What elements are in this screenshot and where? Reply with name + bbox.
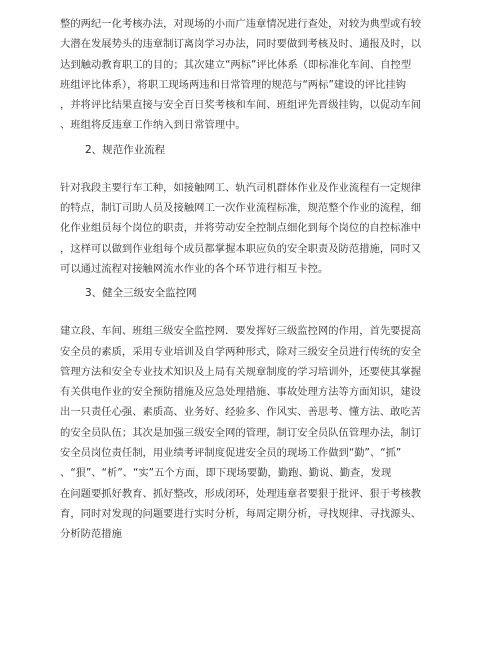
text-line: 化作业组员每个岗位的职责，并将劳动安全控制点细化到每个岗位的自控标准中 — [60, 222, 422, 235]
text-line: 分析防范措施 — [60, 528, 122, 541]
paragraph-3 — [60, 321, 440, 544]
text-line: ，这样可以做到作业组每个成员都掌握本职应负的安全职责及防范措施，同时又 — [60, 242, 422, 255]
section-heading-3: 3、健全三级安全监控网 — [85, 287, 197, 300]
text-line: 管理方法和安全专业技术知识及上局有关规章制度的学习培训外，还要使其掌握 — [60, 365, 422, 378]
text-line: 、班组将反违章工作纳入到日常管理中。 — [60, 119, 246, 132]
text-line: 安全员的素质，采用专业培训及自学两种形式，除对三级安全员进行传统的安全 — [60, 345, 422, 358]
spacer — [60, 160, 440, 178]
section-heading-2: 2、规范作业流程 — [85, 143, 166, 156]
paragraph-1 — [60, 14, 440, 136]
text-line: 达到触动教育职工的目的；其次建立“两标”评比体系（即标准化车间、自控型 — [60, 58, 412, 71]
text-line: ，并将评比结果直接与安全百日奖考核和车间、班组评先晋级挂钩，以促动车间 — [60, 99, 422, 112]
text-line: 可以通过流程对接触网流水作业的各个环节进行相互卡控。 — [60, 262, 329, 275]
text-line: 的安全员队伍；其次是加强三级安全网的管理，制订安全员队伍管理办法，制订 — [60, 426, 422, 439]
text-line: 建立段、车间、班组三级安全监控网．要发挥好三级监控网的作用，首先要提高 — [60, 325, 422, 338]
text-line: 针对我段主要行车工种，如接触网工、轨汽司机群体作业及作业流程有一定规律 — [60, 181, 422, 194]
text-line: 大潜在发展势头的违章制订离岗学习办法，同时要做到考核及时、通报及时，以 — [60, 38, 422, 51]
text-line: 出一只责任心强、素质高、业务好、经验多、作风实、善思考、懂方法、敢吃苦 — [60, 406, 422, 419]
text-line: 有关供电作业的安全预防措施及应急处理措施、事故处理方法等方面知识，建设 — [60, 386, 422, 399]
paragraph-2 — [60, 178, 440, 279]
text-line: 整的两纪一化考核办法，对现场的小而广违章情况进行查处，对较为典型或有较 — [60, 18, 422, 30]
text-line: 的特点，制订司助人员及接触网工一次作业流程标准，规范整个作业的流程，细 — [60, 202, 422, 215]
text-line: 安全员岗位责任制，用业绩考评制度促进安全员的现场工作做到“勤”、“抓” — [60, 447, 402, 460]
spacer — [60, 303, 440, 321]
text-line: 班组评比体系），将职工现场两违和日常管理的规范与“两标”建设的评比挂钩 — [60, 78, 407, 91]
text-line: 、“狠”、“析”、“实”五个方面，即下现场要勤，勤跑、勤说、勤查，发现 — [60, 467, 392, 480]
text-line: 育，同时对发现的问题要进行实时分析，每周定期分析，寻找规律、寻找源头、 — [60, 507, 422, 520]
text-line: 在问题要抓好教育、抓好整改，形成闭环，处理违章者要狠于批评、狠于考核教 — [60, 487, 422, 500]
